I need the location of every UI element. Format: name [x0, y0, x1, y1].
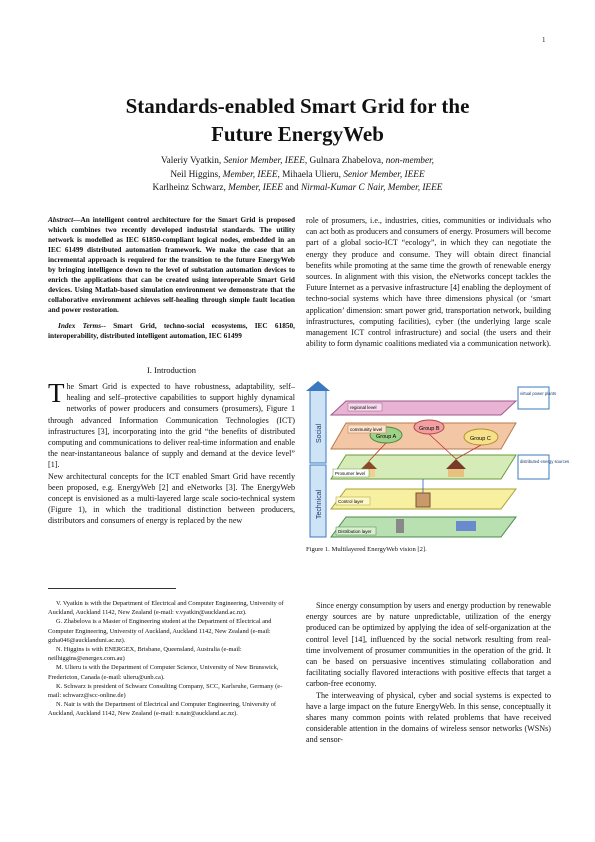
intro-paragraph-2: New architectural concepts for the ICT enabled Smart Grid have recently been proposed, e.g. EnergyWeb [2] and eNetworks [3]. The EnergyWeb concept is envisioned as a multi-layered large scale socio-technical system (Figure 1), in which the traditional distinction between producers, distributors and consumers of energy is replaced by the new	[48, 471, 295, 526]
regional-level-label: regional level	[350, 405, 377, 410]
index-terms-text: -- Smart Grid, techno-social ecosystems, IEC 61850, interoperability, distributed intelligent automation, IEC 61499	[48, 321, 295, 340]
virtual-power-plants-label: virtual power plants	[520, 391, 557, 396]
author-1-role: Senior Member, IEEE	[223, 156, 305, 166]
author-list	[60, 155, 535, 196]
plant-icon	[396, 519, 404, 533]
group-c-label: Group C	[470, 436, 491, 442]
axis-social-label: Social	[316, 423, 323, 443]
group-a-label: Group A	[376, 434, 397, 440]
author-2-role: non-member,	[385, 156, 434, 166]
footnote: N. Nair is with the Department of Electrical and Computer Engineering, University of Auckland, Auckland 1142, New Zealand (e-mail: n.nair@auckland.ac.nz).	[48, 701, 277, 718]
drop-cap: T	[48, 378, 65, 408]
footnote: K. Schwarz is president of Schwarz Consulting Company, SCC, Karlsruhe, Germany (e-mail: schwarz@scc-online.de)	[48, 682, 283, 700]
control-layer-label: Control layer	[338, 499, 364, 504]
energyweb-diagram	[306, 381, 570, 541]
footnote-rule	[48, 588, 176, 589]
paper-title	[0, 92, 595, 148]
footnotes	[48, 599, 295, 719]
intro-text	[48, 378, 295, 527]
energyweb-figure	[306, 381, 570, 541]
distributed-energy-label: distributed energy sources	[520, 459, 570, 464]
author-3-role: Member, IEEE	[222, 169, 278, 180]
index-terms	[48, 321, 295, 341]
author-6: and	[282, 183, 301, 193]
abstract	[48, 215, 295, 315]
footnote: N. Higgins is with ENERGEX, Brisbane, Queensland, Australia (e-mail: neilhiggins@energex.com.au)	[48, 646, 242, 663]
footnote: M. Ulieru is with the Department of Computer Science, University of New Brunswick, Fredericton, Canada (e-mail: ulieru@unb.ca).	[48, 664, 279, 681]
author-5: Karlheinz Schwarz,	[152, 183, 229, 193]
abstract-label: Abstract	[48, 215, 74, 224]
group-b-label: Group B	[419, 426, 440, 432]
title-line-2: Future EnergyWeb	[211, 122, 384, 146]
author-3: Neil Higgins,	[170, 169, 223, 180]
distribution-layer-label: Distribution layer	[338, 529, 372, 534]
paragraph: Since energy consumption by users and energy production by renewable energy sources are by nature unpredictable, utilization of the energy produced can be optimized by applying the idea of self-organization at the control level [14], influenced by the social network resulting from real-time involvement of prosumer communities in the operation of the grid. It can be based on persuasive incentives stimulating collaboration and facilitating socially flavored interactions with positive effects that target a carbon-free economy.	[306, 601, 551, 689]
author-5-role: Member, IEEE	[228, 183, 283, 193]
abstract-text: —An intelligent control architecture for the Smart Grid is proposed which combines two recently developed industrial standards. The utility network is modelled as IEC 61850-compliant logical nodes, embedded in an IEC 61499 distributed automation framework. We make the case that an incremental approach is required for the transition to the future EnergyWeb by bringing intelligence down to the level of substation automation devices to enrich the applications that can be created using interoperable Smart Grid devices. Using Matlab-based simulation environment we demonstrate that the collaborative environment achieves self-healing through simple fault location and power restoration.	[48, 215, 295, 314]
axis-technical-label: Technical	[316, 489, 323, 519]
author-1: Valeriy Vyatkin,	[160, 156, 224, 166]
community-level-label: community level	[350, 427, 383, 432]
intro-paragraph-1: he Smart Grid is expected to have robustness, adaptability, self–healing and self–protective capabilities to support highly dynamical networks of power producers and consumers (prosumers), Figure 1 through advanced Information Communication Technologies (ICT) infrastructures [3], incorporating into the grid “the benefits of distributed computing and communications to deliver real-time information and enable the near-instantaneous balance of supply and demand at the device level” [1].	[48, 382, 295, 470]
author-4-role: Senior Member, IEEE	[343, 169, 425, 180]
author-4: , Mihaela Ulieru,	[277, 169, 344, 180]
social-arrow-icon	[306, 381, 330, 391]
title-line-1: Standards-enabled Smart Grid for the	[125, 94, 470, 118]
house-icon	[448, 469, 464, 477]
solar-panel-icon	[456, 521, 476, 531]
footnote: V. Vyatkin is with the Department of Electrical and Computer Engineering, University of Auckland, Auckland 1142, New Zealand (e-mail: v.vyatkin@auckland.ac.nz).	[48, 600, 284, 617]
footnote: G. Zhabelova is a Master of Engineering student at the Department of Electrical and Computer Engineering, University of Auckland, Auckland 1142, New Zealand (e-mail: gzha046@aucklanduni.ac.nz).	[48, 618, 272, 644]
prosumer-level-label: Prosumer level	[335, 471, 366, 476]
index-terms-label: Index Terms	[58, 321, 102, 330]
figure-caption: Figure 1. Multilayered EnergyWeb vision [2].	[306, 546, 427, 553]
author-2: , Gulnara Zhabelova,	[304, 156, 386, 166]
paragraph: The interweaving of physical, cyber and social systems is expected to have a large impact on the future EnergyWeb. In this sense, conceptually it shares many common points with related problems that have received considerable attention in the domains of wireless sensor networks (WSNs) and sensor-	[306, 690, 551, 745]
page-number: 1	[542, 36, 546, 44]
right-column-top: role of prosumers, i.e., industries, cities, communities or individuals who can act both as producers and consumers of energy. Prosumers will become part of a global socio-ICT “ecology”, in which they can negotiate the energy they produce and consume. They will obtain direct financial benefits while promoting at the same time the growth of renewable energy sources. In alignment with this vision, the eNetworks concept tackles the Future Internet as a pervasive infrastructure [4] enabling the deployment of techno-social systems which have three dimensions physical (or ‘smart application’ dimension: smart power grid, transportation network, building infrastructures, computing facilities), cyber (the underlying large scale management ICT control infrastructure) and social (the users and their ability to form dynamic coalitions mediated via a communication network).	[306, 216, 551, 349]
building-icon	[416, 493, 430, 507]
author-6-role: Nirmal-Kumar C Nair, Member, IEEE	[300, 183, 443, 193]
section-heading: I. Introduction	[146, 365, 197, 375]
right-column-bottom	[306, 600, 551, 746]
